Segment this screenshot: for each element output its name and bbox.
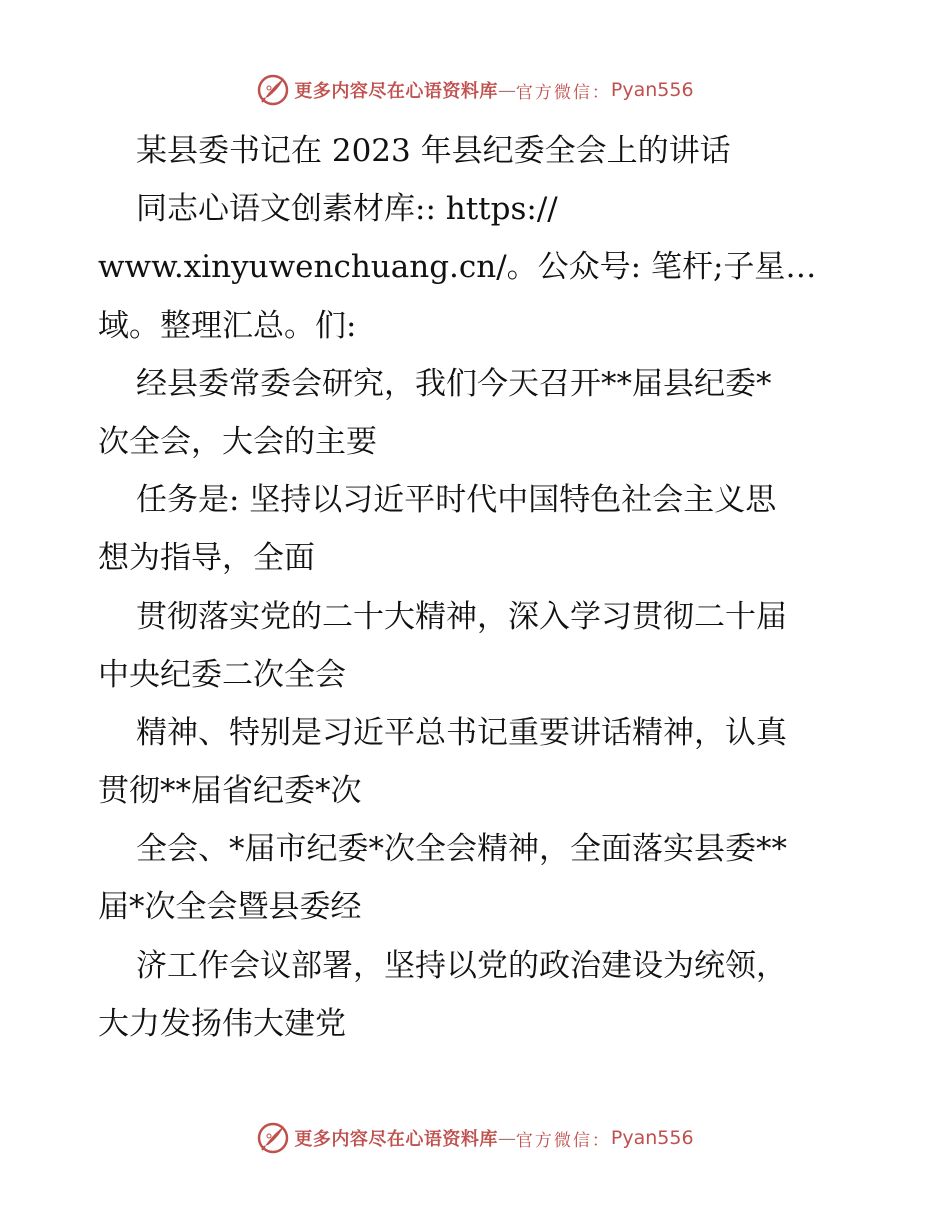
quill-logo-icon [256,1121,290,1155]
text-line: 贯彻落实党的二十大精神，深入学习贯彻二十届 [136,598,787,635]
header-banner [0,70,950,110]
banner-wechat-label: 官方微信： [515,82,611,103]
text-line: 次全会，大会的主要 [98,423,377,460]
banner-brand-text: 更多内容尽在心语资料库 [294,1129,498,1150]
banner-dash: — [497,79,516,101]
text-line: 全会、*届市纪委*次全会精神，全面落实县委** [136,831,787,868]
banner-wechat-handle: Pyan556 [610,79,694,101]
banner-wechat-handle: Pyan556 [610,1127,694,1149]
text-line: 中央纪委二次全会 [98,656,346,693]
banner-dash: — [497,1127,516,1149]
text-line: 精神、特别是习近平总书记重要讲话精神，认真 [136,714,787,751]
text-line: 贯彻**届省纪委*次 [98,773,362,810]
banner-brand-text: 更多内容尽在心语资料库 [294,81,498,102]
document-body [98,122,858,1053]
text-line: 济工作会议部署，坚持以党的政治建设为统领， [136,947,787,984]
banner-wechat-label: 官方微信： [515,1130,611,1151]
text-line: 经县委常委会研究，我们今天召开**届县纪委* [136,365,772,402]
text-line: 同志心语文创素材库:: https:// [136,191,558,228]
document-title-line: 某县委书记在 2023 年县纪委全会上的讲话 [136,133,731,169]
footer-banner [0,1118,950,1158]
text-line: 域。整理汇总。们: [98,307,357,344]
text-line: 届*次全会暨县委经 [98,889,362,926]
text-line: 想为指导，全面 [98,540,315,577]
text-line: 大力发扬伟大建党 [98,1005,346,1042]
quill-logo-icon [256,73,290,107]
text-line: www.xinyuwenchuang.cn/。公众号: 笔杆;子星… [98,249,817,286]
text-line: 任务是: 坚持以习近平时代中国特色社会主义思 [136,482,777,519]
